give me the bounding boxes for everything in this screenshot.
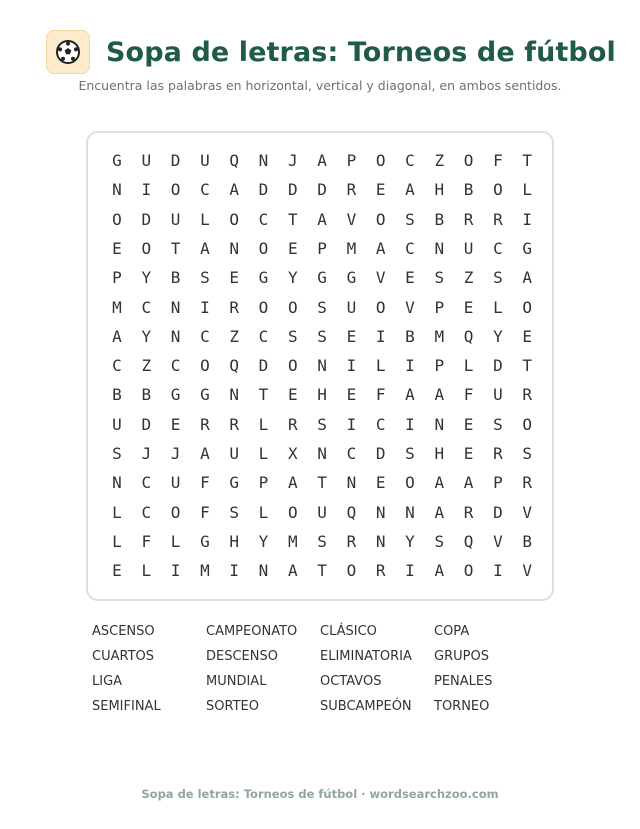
grid-letter[interactable]: J — [287, 151, 298, 170]
word-list-item: SUBCAMPEÓN — [320, 699, 412, 714]
grid-letter[interactable]: D — [287, 180, 298, 200]
grid-letter[interactable]: L — [493, 297, 503, 317]
grid-letter[interactable]: O — [375, 297, 386, 317]
grid-letter[interactable]: U — [346, 297, 357, 317]
word-list-item: CAMPEONATO — [206, 624, 298, 639]
grid-letter[interactable]: A — [434, 385, 445, 405]
grid-letter[interactable]: L — [112, 531, 122, 551]
grid-letter[interactable]: L — [141, 561, 152, 581]
grid-letter[interactable]: S — [317, 531, 327, 551]
grid-letter[interactable]: A — [405, 180, 415, 200]
grid-letter[interactable]: N — [170, 326, 181, 346]
grid-letter[interactable]: A — [434, 561, 445, 581]
grid-letter[interactable]: Y — [405, 531, 415, 551]
grid-letter[interactable]: E — [229, 268, 239, 288]
grid-letter[interactable]: D — [170, 151, 181, 170]
grid-letter[interactable]: D — [258, 356, 269, 376]
grid-letter[interactable]: A — [287, 473, 298, 493]
word-list-item: DESCENSO — [206, 649, 278, 664]
grid-letter[interactable]: O — [522, 297, 532, 317]
grid-letter[interactable]: I — [493, 561, 503, 581]
grid-letter[interactable]: I — [141, 180, 152, 200]
grid-letter[interactable]: O — [170, 502, 181, 522]
grid-letter[interactable]: O — [258, 238, 269, 258]
grid-letter[interactable]: C — [112, 356, 122, 376]
word-list-item: GRUPOS — [434, 649, 489, 664]
grid-letter[interactable]: I — [375, 326, 386, 346]
grid-letter[interactable]: D — [141, 209, 152, 229]
grid-letter[interactable]: S — [405, 209, 415, 229]
grid-letter[interactable]: Z — [463, 268, 474, 288]
grid-letter[interactable]: P — [346, 151, 357, 170]
grid-letter[interactable]: A — [317, 151, 327, 170]
grid-letter[interactable]: U — [200, 151, 210, 170]
grid-letter[interactable]: U — [229, 444, 239, 463]
word-list-item: CUARTOS — [92, 649, 154, 664]
grid-letter[interactable]: L — [112, 502, 122, 522]
grid-letter[interactable]: M — [346, 238, 357, 258]
grid-letter[interactable]: Q — [463, 326, 474, 346]
grid-letter[interactable]: S — [229, 502, 239, 522]
grid-letter[interactable]: F — [375, 385, 386, 405]
grid-letter[interactable]: L — [522, 180, 532, 200]
grid-letter[interactable]: O — [141, 238, 152, 258]
grid-letter[interactable]: I — [170, 561, 181, 581]
grid-letter[interactable]: D — [493, 356, 503, 376]
grid-letter[interactable]: R — [522, 473, 532, 493]
word-list-item: COPA — [434, 624, 470, 639]
grid-letter[interactable]: Q — [346, 502, 357, 522]
grid-letter[interactable]: Y — [141, 326, 152, 346]
grid-letter[interactable]: Q — [229, 151, 239, 170]
grid-letter[interactable]: L — [258, 502, 269, 522]
grid-letter[interactable]: N — [405, 502, 415, 522]
grid-letter[interactable]: U — [493, 385, 503, 405]
grid-letter[interactable]: A — [434, 473, 445, 493]
grid-letter[interactable]: O — [405, 473, 415, 493]
grid-letter[interactable]: I — [405, 561, 415, 581]
page-header — [46, 29, 620, 75]
grid-letter[interactable]: L — [170, 531, 181, 551]
grid-letter[interactable]: O — [463, 151, 474, 170]
grid-letter[interactable]: I — [200, 297, 210, 317]
grid-letter[interactable]: G — [229, 473, 239, 493]
grid-letter[interactable]: Q — [229, 356, 239, 376]
grid-letter[interactable]: B — [170, 268, 181, 288]
grid-letter[interactable]: A — [463, 473, 474, 493]
instructions: Encuentra las palabras en horizontal, vertical y diagonal, en ambos sentidos. — [78, 78, 562, 93]
grid-letter[interactable]: E — [463, 414, 474, 434]
grid-letter[interactable]: U — [170, 473, 181, 493]
grid-letter[interactable]: V — [346, 209, 357, 229]
grid-letter[interactable]: A — [317, 209, 327, 229]
grid-letter[interactable]: Q — [463, 531, 474, 551]
grid-letter[interactable]: P — [493, 473, 503, 493]
grid-letter[interactable]: O — [170, 180, 181, 200]
grid-letter[interactable]: H — [229, 531, 239, 551]
grid-letter[interactable]: G — [170, 385, 181, 405]
grid-letter[interactable]: D — [258, 180, 269, 200]
grid-letter[interactable]: R — [375, 561, 386, 581]
grid-letter[interactable]: H — [434, 180, 445, 200]
grid-letter[interactable]: N — [434, 238, 445, 258]
word-list-item: LIGA — [92, 674, 123, 689]
grid-letter[interactable]: Y — [258, 531, 269, 551]
grid-letter[interactable]: S — [434, 268, 445, 288]
grid-letter[interactable]: N — [434, 414, 445, 434]
grid-letter[interactable]: N — [317, 444, 327, 463]
word-list-item: PENALES — [434, 674, 493, 689]
grid-letter[interactable]: T — [522, 151, 532, 170]
grid-letter[interactable]: R — [493, 209, 503, 229]
page-title: Sopa de letras: Torneos de fútbol — [106, 36, 616, 68]
grid-letter[interactable]: S — [434, 531, 445, 551]
grid-letter[interactable]: I — [346, 356, 357, 376]
grid-letter[interactable]: I — [346, 414, 357, 434]
grid-letter[interactable]: S — [317, 297, 327, 317]
grid-letter[interactable]: H — [317, 385, 327, 405]
grid-letter[interactable]: O — [112, 209, 122, 229]
grid-letter[interactable]: I — [405, 356, 415, 376]
grid-letter[interactable]: E — [463, 444, 474, 463]
grid-letter[interactable]: C — [258, 326, 269, 346]
grid-letter[interactable]: L — [258, 414, 269, 434]
grid-letter[interactable]: P — [258, 473, 269, 493]
word-list-item: OCTAVOS — [320, 674, 382, 689]
grid-letter[interactable]: B — [112, 385, 122, 405]
grid-letter[interactable]: S — [522, 444, 532, 463]
grid-letter[interactable]: R — [493, 444, 503, 463]
grid-letter[interactable]: N — [112, 180, 122, 200]
grid-letter[interactable]: C — [375, 414, 386, 434]
grid-letter[interactable]: B — [463, 180, 474, 200]
grid-letter[interactable]: A — [229, 180, 239, 200]
grid-letter[interactable]: Y — [493, 326, 503, 346]
grid-letter[interactable]: S — [493, 414, 503, 434]
grid-letter[interactable]: T — [258, 385, 269, 405]
grid-letter[interactable]: N — [317, 356, 327, 376]
grid-letter[interactable]: N — [229, 238, 239, 258]
grid-letter[interactable]: V — [375, 268, 386, 288]
grid-letter[interactable]: E — [112, 238, 122, 258]
grid-letter[interactable]: P — [112, 268, 122, 288]
grid-letter[interactable]: A — [112, 326, 122, 346]
grid-letter[interactable]: O — [375, 151, 386, 170]
grid-letter[interactable]: D — [493, 502, 503, 522]
word-list-item: CLÁSICO — [320, 624, 377, 639]
grid-letter[interactable]: E — [463, 297, 474, 317]
grid-letter[interactable]: F — [141, 531, 152, 551]
grid-letter[interactable]: O — [287, 297, 298, 317]
grid-letter[interactable]: E — [170, 414, 181, 434]
grid-letter[interactable]: A — [200, 444, 210, 463]
grid-letter[interactable]: B — [434, 209, 445, 229]
footer: Sopa de letras: Torneos de fútbol · wordsearchzoo.com — [141, 787, 499, 801]
grid-letter[interactable]: T — [170, 238, 181, 258]
word-list-item: TORNEO — [434, 699, 490, 714]
grid-letter[interactable]: C — [493, 238, 503, 258]
grid-letter[interactable]: C — [170, 356, 181, 376]
word-list-item: MUNDIAL — [206, 674, 267, 689]
grid-letter[interactable]: E — [522, 326, 532, 346]
grid-letter[interactable]: S — [200, 268, 210, 288]
grid-letter[interactable]: R — [522, 385, 532, 405]
grid-letter[interactable]: I — [522, 209, 532, 229]
grid-letter[interactable]: S — [287, 326, 298, 346]
grid-letter[interactable]: N — [375, 531, 386, 551]
grid-letter[interactable]: U — [317, 502, 327, 522]
grid-letter[interactable]: S — [405, 444, 415, 463]
grid-letter[interactable]: C — [141, 297, 152, 317]
grid-letter[interactable]: F — [200, 502, 210, 522]
grid-letter[interactable]: F — [463, 385, 474, 405]
grid-letter[interactable]: E — [375, 180, 386, 200]
grid-letter[interactable]: B — [522, 531, 532, 551]
grid-letter[interactable]: O — [200, 356, 210, 376]
grid-letter[interactable]: C — [200, 180, 210, 200]
grid-letter[interactable]: X — [287, 444, 298, 463]
grid-letter[interactable]: J — [141, 444, 152, 463]
word-list-item: SORTEO — [206, 699, 259, 714]
grid-letter[interactable]: B — [141, 385, 152, 405]
grid-letter[interactable]: C — [258, 209, 269, 229]
grid-letter[interactable]: O — [375, 209, 386, 229]
grid-letter[interactable]: O — [522, 414, 532, 434]
grid-letter[interactable]: G — [200, 385, 210, 405]
grid-letter[interactable]: V — [522, 502, 532, 522]
grid-letter[interactable]: V — [405, 297, 415, 317]
grid-letter[interactable]: G — [317, 268, 327, 288]
grid-letter[interactable]: C — [405, 151, 415, 170]
grid-letter[interactable]: P — [434, 356, 445, 376]
grid-letter[interactable]: C — [346, 444, 357, 463]
grid-letter[interactable]: U — [170, 209, 181, 229]
grid-letter[interactable]: P — [317, 238, 327, 258]
grid-letter[interactable]: O — [229, 209, 239, 229]
grid-letter[interactable]: N — [258, 561, 269, 581]
grid-letter[interactable]: F — [493, 151, 503, 170]
grid-letter[interactable]: M — [200, 561, 210, 581]
grid-letter[interactable]: G — [346, 268, 357, 288]
grid-letter[interactable]: D — [317, 180, 327, 200]
grid-letter[interactable]: T — [317, 473, 327, 493]
grid-letter[interactable]: H — [434, 444, 445, 463]
grid-letter[interactable]: T — [522, 356, 532, 376]
grid-letter[interactable]: G — [200, 531, 210, 551]
grid-letter[interactable]: N — [170, 297, 181, 317]
grid-letter[interactable]: Y — [141, 268, 152, 288]
grid-letter[interactable]: N — [375, 502, 386, 522]
grid-letter[interactable]: L — [258, 444, 269, 463]
grid-letter[interactable]: M — [287, 531, 298, 551]
grid-letter[interactable]: E — [346, 326, 357, 346]
grid-letter[interactable]: R — [287, 414, 298, 434]
grid-letter[interactable]: M — [112, 297, 122, 317]
grid-letter[interactable]: I — [405, 414, 415, 434]
grid-letter[interactable]: Z — [141, 356, 152, 376]
grid-letter[interactable]: D — [141, 414, 152, 434]
grid-letter[interactable]: C — [141, 473, 152, 493]
grid-letter[interactable]: R — [346, 531, 357, 551]
grid-letter[interactable]: S — [317, 414, 327, 434]
grid-letter[interactable]: O — [463, 561, 474, 581]
grid-letter[interactable]: P — [434, 297, 445, 317]
grid-letter[interactable]: L — [375, 356, 386, 376]
grid-letter[interactable]: E — [287, 238, 298, 258]
grid-letter[interactable]: N — [112, 473, 122, 493]
grid-letter[interactable]: A — [287, 561, 298, 581]
grid-letter[interactable]: C — [405, 238, 415, 258]
grid-letter[interactable]: U — [463, 238, 474, 258]
grid-letter[interactable]: O — [346, 561, 357, 581]
grid-letter[interactable]: Z — [434, 151, 445, 170]
grid-letter[interactable]: N — [346, 473, 357, 493]
grid-letter[interactable]: S — [112, 444, 122, 463]
letter-grid — [86, 131, 554, 601]
grid-letter[interactable]: U — [112, 414, 122, 434]
grid-letter[interactable]: R — [346, 180, 357, 200]
grid-letter[interactable]: Y — [287, 268, 298, 288]
word-list-item: ELIMINATORIA — [320, 649, 412, 664]
grid-letter[interactable]: A — [200, 238, 210, 258]
grid-letter[interactable]: S — [317, 326, 327, 346]
grid-letter[interactable]: A — [375, 238, 386, 258]
word-list-item: SEMIFINAL — [92, 699, 161, 714]
grid-letter[interactable]: O — [493, 180, 503, 200]
grid-letter[interactable]: A — [405, 385, 415, 405]
grid-letter[interactable]: R — [200, 414, 210, 434]
grid-letter[interactable]: A — [434, 502, 445, 522]
grid-letter[interactable]: M — [434, 326, 445, 346]
grid-letter[interactable]: T — [317, 561, 327, 581]
grid-letter[interactable]: V — [522, 561, 532, 581]
grid-letter[interactable]: I — [229, 561, 239, 581]
grid-letter[interactable]: E — [405, 268, 415, 288]
grid-letter[interactable]: E — [346, 385, 357, 405]
grid-letter[interactable]: E — [287, 385, 298, 405]
grid-letter[interactable]: R — [463, 209, 474, 229]
grid-letter[interactable]: D — [375, 444, 386, 463]
grid-letter[interactable]: C — [141, 502, 152, 522]
grid-letter[interactable]: T — [287, 209, 298, 229]
grid-letter[interactable]: B — [405, 326, 415, 346]
grid-letter[interactable]: A — [522, 268, 532, 288]
grid-letter[interactable]: O — [287, 356, 298, 376]
grid-letter[interactable]: O — [287, 502, 298, 522]
grid-letter[interactable]: V — [493, 531, 503, 551]
grid-letter[interactable]: J — [170, 444, 181, 463]
grid-letter[interactable]: O — [258, 297, 269, 317]
grid-letter[interactable]: N — [258, 151, 269, 170]
grid-letter[interactable]: Z — [229, 326, 239, 346]
grid-letter[interactable]: E — [375, 473, 386, 493]
soccer-ball-icon — [46, 30, 90, 74]
grid-letter[interactable]: G — [258, 268, 269, 288]
grid-letter[interactable]: R — [463, 502, 474, 522]
word-list-item: ASCENSO — [92, 624, 155, 639]
grid-letter[interactable]: G — [522, 238, 532, 258]
grid-letter[interactable]: R — [229, 414, 239, 434]
grid-letter[interactable]: R — [229, 297, 239, 317]
grid-letter[interactable]: S — [493, 268, 503, 288]
grid-letter[interactable]: N — [229, 385, 239, 405]
grid-letter[interactable]: L — [200, 209, 210, 229]
grid-letter[interactable]: E — [112, 561, 122, 581]
grid-letter[interactable]: C — [200, 326, 210, 346]
grid-letter[interactable]: F — [200, 473, 210, 493]
grid-letter[interactable]: G — [112, 151, 122, 170]
grid-letter[interactable]: L — [463, 356, 474, 376]
grid-letter[interactable]: U — [141, 151, 152, 170]
